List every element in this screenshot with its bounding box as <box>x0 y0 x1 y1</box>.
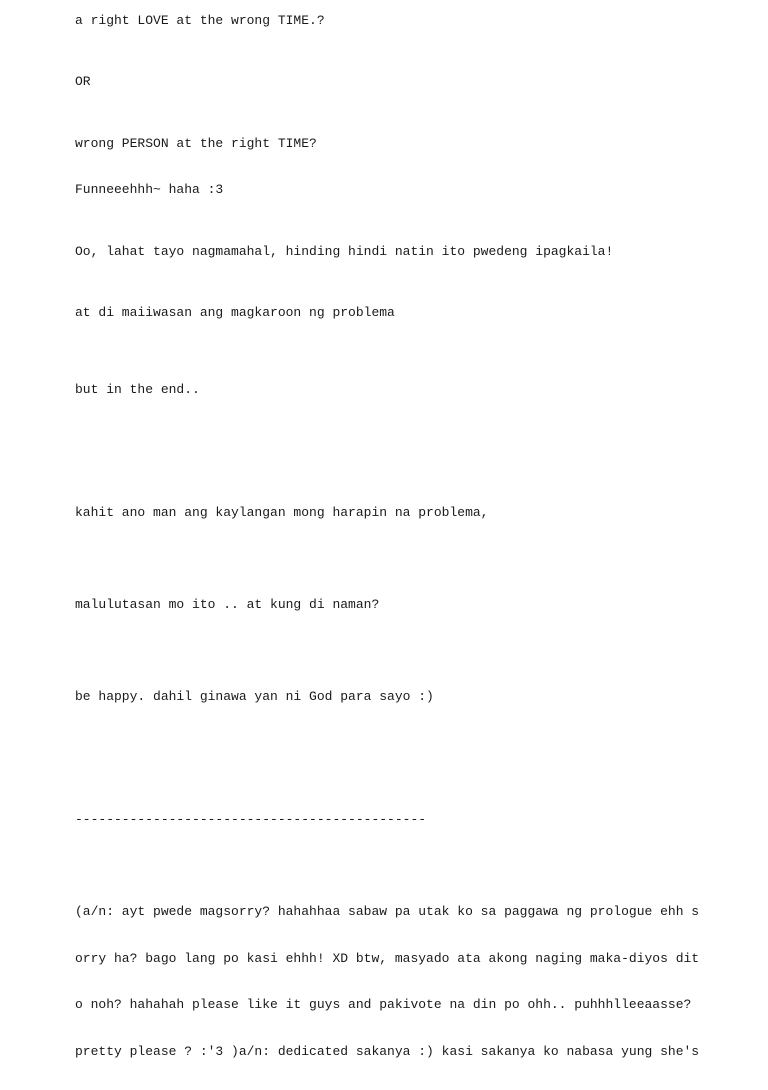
text-line: Funneeehhh~ haha :3 <box>75 182 224 197</box>
text-line: at di maiiwasan ang magkaroon ng problema <box>75 305 395 320</box>
author-note-line: pretty please ? :'3 )a/n: dedicated sakanya :) kasi sakanya ko nabasa yung she's <box>75 1043 700 1059</box>
text-line: a right LOVE at the wrong TIME.? <box>75 13 325 28</box>
author-note-line: o noh? hahahah please like it guys and pakivote na din po ohh.. puhhhlleeaasse? <box>75 997 692 1012</box>
text-line: kahit ano man ang kaylangan mong harapin na problema, <box>75 505 489 520</box>
text-line: Oo, lahat tayo nagmamahal, hinding hindi natin ito pwedeng ipagkaila! <box>75 244 614 259</box>
text-line: but in the end.. <box>75 382 200 397</box>
text-line: be happy. dahil ginawa yan ni God para sayo :) <box>75 689 434 704</box>
author-note-line: orry ha? bago lang po kasi ehhh! XD btw, masyado ata akong naging maka-diyos dit <box>75 950 700 966</box>
text-line: malulutasan mo ito .. at kung di naman? <box>75 597 380 612</box>
text-line: OR <box>75 74 91 89</box>
author-note <box>75 873 699 1090</box>
text-line: wrong PERSON at the right TIME? <box>75 136 317 151</box>
author-note-line: (a/n: ayt pwede magsorry? hahahhaa sabaw pa utak ko sa paggawa ng prologue ehh s <box>75 904 700 919</box>
divider-line: --------------------------------------------- <box>75 812 427 827</box>
